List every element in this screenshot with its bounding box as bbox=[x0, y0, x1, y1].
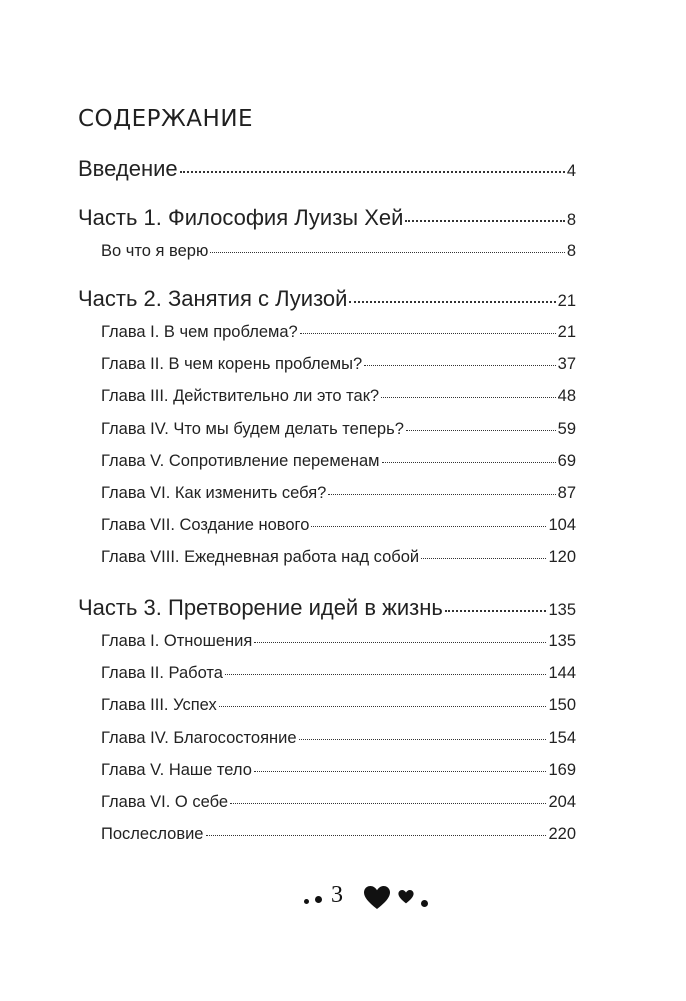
page-footer bbox=[0, 878, 686, 918]
dot-leader bbox=[406, 430, 556, 431]
toc-entry-label: Часть 2. Занятия с Луизой bbox=[78, 286, 348, 311]
toc-entry-label: Глава I. Отношения bbox=[101, 632, 253, 650]
dot-leader bbox=[180, 171, 565, 173]
dot-leader bbox=[381, 397, 556, 398]
toc-entry-label: Глава VI. О себе bbox=[101, 793, 229, 811]
dot-leader bbox=[300, 333, 556, 334]
toc-entry-page: 120 bbox=[548, 548, 576, 566]
dot-leader bbox=[219, 706, 547, 707]
dot-icon bbox=[315, 896, 322, 903]
toc-entry-page: 135 bbox=[548, 601, 576, 619]
toc-entry-afterword[interactable] bbox=[101, 825, 576, 844]
toc-entry-label: Глава IV. Что мы будем делать теперь? bbox=[101, 420, 404, 438]
toc-entry-label: Глава VII. Создание нового bbox=[101, 516, 310, 534]
toc-entry-label: Глава II. В чем корень проблемы? bbox=[101, 355, 363, 373]
toc-entry-page: 37 bbox=[557, 355, 576, 373]
heart-icon bbox=[364, 886, 390, 910]
toc-entry-chapter[interactable] bbox=[101, 516, 576, 535]
toc-entry-label: Введение bbox=[78, 156, 178, 181]
page-number: 3 bbox=[331, 882, 343, 908]
toc-entry-page: 154 bbox=[548, 729, 576, 747]
toc-entry-page: 135 bbox=[548, 632, 576, 650]
toc-entry-chapter[interactable] bbox=[101, 387, 576, 406]
toc-entry-chapter[interactable] bbox=[101, 729, 576, 748]
toc-entry-label: Глава V. Сопротивление переменам bbox=[101, 452, 380, 470]
dot-leader bbox=[349, 301, 555, 303]
dot-leader bbox=[254, 642, 546, 643]
toc-entry-page: 4 bbox=[566, 162, 576, 180]
toc-entry-chapter[interactable] bbox=[101, 664, 576, 683]
toc-entry-label: Глава II. Работа bbox=[101, 664, 223, 682]
toc-entry-page: 204 bbox=[548, 793, 576, 811]
small-heart-icon bbox=[398, 890, 414, 904]
toc-entry-chapter[interactable] bbox=[101, 323, 576, 342]
toc-entry-part-3[interactable] bbox=[78, 595, 576, 621]
toc-entry-label: Глава III. Успех bbox=[101, 696, 217, 714]
toc-entry-label: Глава VIII. Ежедневная работа над собой bbox=[101, 548, 420, 566]
dot-leader bbox=[445, 610, 547, 612]
toc-entry-part-2[interactable] bbox=[78, 286, 576, 312]
toc-entry-page: 21 bbox=[557, 323, 576, 341]
toc-entry-label: Глава VI. Как изменить себя? bbox=[101, 484, 327, 502]
dot-leader bbox=[405, 220, 564, 222]
toc-entry-page: 87 bbox=[557, 484, 576, 502]
dot-leader bbox=[210, 252, 564, 253]
dot-leader bbox=[254, 771, 547, 772]
toc-entry-page: 150 bbox=[548, 696, 576, 714]
toc-entry-label: Глава I. В чем проблема? bbox=[101, 323, 298, 341]
toc-entry-page: 21 bbox=[557, 292, 576, 310]
toc-entry-label: Послесловие bbox=[101, 825, 204, 843]
toc-entry-what-i-believe[interactable] bbox=[101, 242, 576, 261]
toc-entry-chapter[interactable] bbox=[101, 452, 576, 471]
dot-leader bbox=[206, 835, 547, 836]
toc-entry-label: Глава V. Наше тело bbox=[101, 761, 252, 779]
toc-entry-chapter[interactable] bbox=[101, 484, 576, 503]
dot-leader bbox=[230, 803, 546, 804]
dot-leader bbox=[382, 462, 556, 463]
toc-entry-chapter[interactable] bbox=[101, 420, 576, 439]
toc-entry-part-1[interactable] bbox=[78, 205, 576, 231]
toc-entry-chapter[interactable] bbox=[101, 761, 576, 780]
dot-icon bbox=[421, 900, 428, 907]
dot-leader bbox=[328, 494, 555, 495]
toc-entry-chapter[interactable] bbox=[101, 632, 576, 651]
toc-entry-chapter[interactable] bbox=[101, 548, 576, 567]
dot-leader bbox=[364, 365, 555, 366]
toc-entry-label: Часть 3. Претворение идей в жизнь bbox=[78, 595, 443, 620]
toc-entry-page: 8 bbox=[566, 242, 576, 260]
toc-entry-chapter[interactable] bbox=[101, 696, 576, 715]
toc-entry-page: 220 bbox=[548, 825, 576, 843]
toc-entry-label: Глава III. Действительно ли это так? bbox=[101, 387, 380, 405]
toc-entry-chapter[interactable] bbox=[101, 355, 576, 374]
dot-leader bbox=[421, 558, 546, 559]
toc-entry-page: 169 bbox=[548, 761, 576, 779]
toc-entry-page: 48 bbox=[557, 387, 576, 405]
toc-entry-page: 8 bbox=[566, 211, 576, 229]
toc-entry-introduction[interactable] bbox=[78, 156, 576, 182]
toc-heading: СОДЕРЖАНИЕ bbox=[78, 106, 254, 132]
dot-icon bbox=[304, 899, 309, 904]
toc-entry-page: 144 bbox=[548, 664, 576, 682]
dot-leader bbox=[311, 526, 546, 527]
toc-entry-chapter[interactable] bbox=[101, 793, 576, 812]
toc-entry-page: 104 bbox=[548, 516, 576, 534]
toc-entry-label: Во что я верю bbox=[101, 242, 209, 260]
dot-leader bbox=[225, 674, 547, 675]
toc-entry-label: Глава IV. Благосостояние bbox=[101, 729, 297, 747]
dot-leader bbox=[299, 739, 547, 740]
toc-entry-page: 59 bbox=[557, 420, 576, 438]
toc-entry-label: Часть 1. Философия Луизы Хей bbox=[78, 205, 404, 230]
toc-entry-page: 69 bbox=[557, 452, 576, 470]
